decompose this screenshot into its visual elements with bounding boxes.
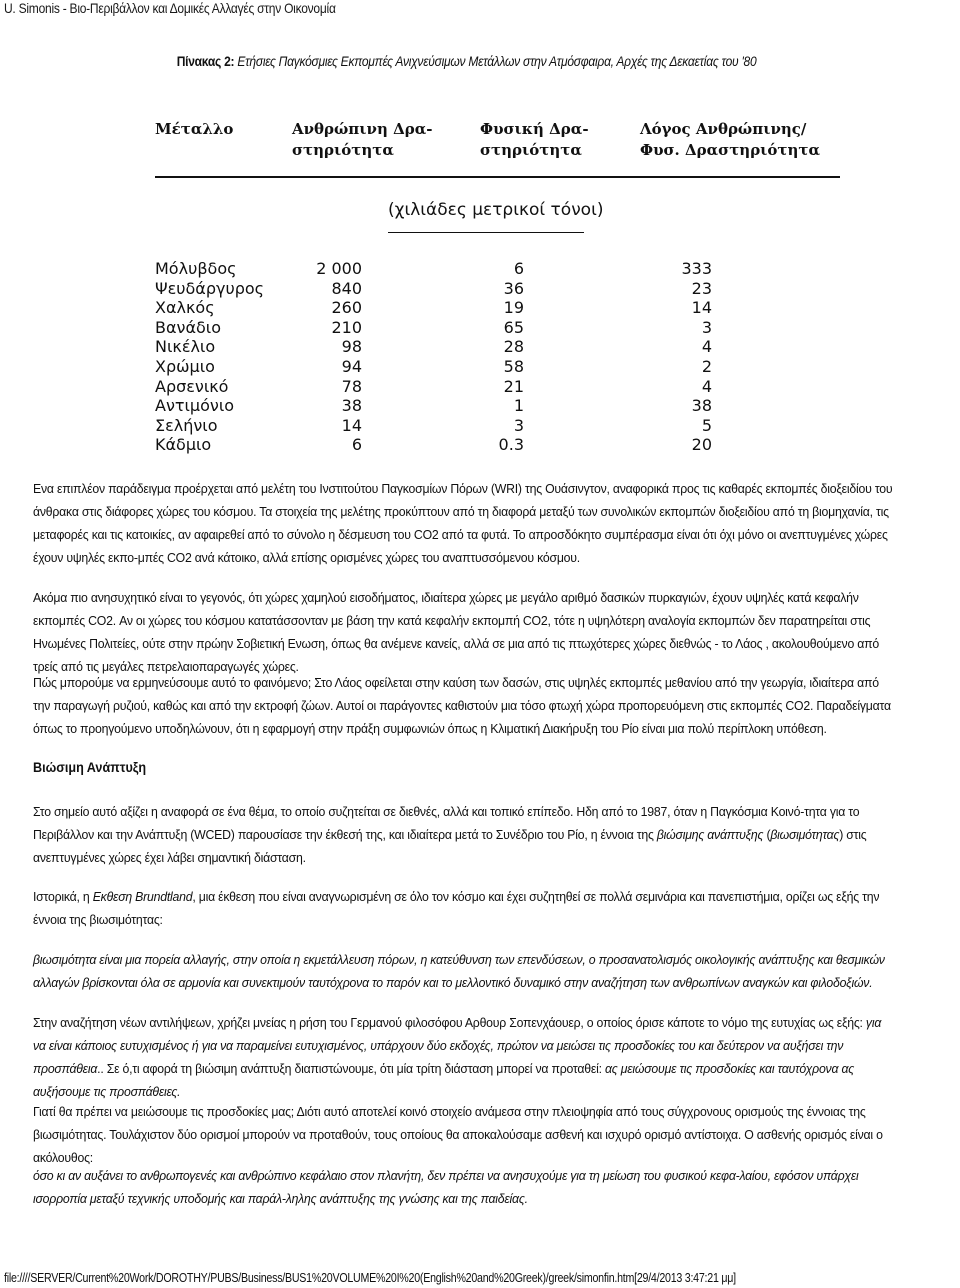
paragraph-schopenhauer: [33, 1011, 893, 1103]
column-header-ratio-line1: Λόγος Ανθρώπινης/: [640, 120, 807, 138]
cell-natural: 0.3: [498, 435, 524, 455]
brundtland-report-title: Εκθεση Brundtland: [92, 889, 193, 904]
cell-human: 2 000: [316, 259, 362, 278]
cell-ratio: 23: [691, 278, 712, 298]
footer-file-url: file:////SERVER/Current%20Work/DOROTHY/PUBS/Business/BUS1%20VOLUME%20I%20(English%20and%20Greek)/greek/simonfin.htm[29/4/2013 3:47:21 μμ]: [4, 1270, 736, 1285]
paragraph-brundtland: [33, 885, 893, 931]
paragraph-sustainability-definition: [33, 948, 893, 994]
cell-metal: Σελήνιο: [155, 415, 218, 435]
cell-ratio: 3: [701, 317, 712, 337]
sustainability-term: βιωσιμότητας: [770, 827, 840, 842]
sustainability-definition-text: βιωσιμότητα είναι μια πορεία αλλαγής, στην οποία η εκμετάλλευση πόρων, η κατεύθυνση των επενδύσεων, ο προσανατολισμός οικολογικής ανάπτυξης και θεσμικών αλλαγών βρίσκονται όλα σε αρμονία και συνεκτιμούν ταυτόχρονα το παρόν και το μελλοντικό δυναμικό στην αναζήτηση των ανθρωπίνων αναγκών και φιλοδοξιών.: [33, 952, 885, 990]
cell-ratio: 38: [691, 396, 712, 416]
paragraph-brundtland-part: Ιστορικά, η: [33, 889, 93, 904]
emissions-table: [150, 115, 850, 460]
header-rule: [155, 176, 840, 178]
cell-metal: Αντιμόνιο: [155, 396, 235, 416]
cell-ratio: 2: [701, 357, 712, 376]
units-label: (χιλιάδες μετρικοί τόνοι): [388, 200, 604, 220]
section-heading-sustainable-development: Βιώσιμη Ανάπτυξη: [33, 759, 147, 775]
cell-human: 78: [341, 376, 362, 396]
cell-ratio: 5: [701, 415, 712, 435]
column-header-human-line2: στηριότητα: [292, 141, 394, 159]
cell-metal: Χρώμιο: [155, 357, 215, 376]
paragraph-schopenhauer-part: Στην αναζήτηση νέων αντιλήψεων, χρήζει μνείας η ρήση του Γερμανού φιλοσόφου Αρθουρ Σοπενχάουερ, ο οποίος όρισε κάποτε το νόμο της ευτυχίας ως εξής:: [33, 1015, 866, 1030]
cell-metal: Μόλυβδος: [155, 259, 237, 278]
schopenhauer-quote: για να είναι κάποιος ευτυχισμένος ή για να παραμείνει ευτυχισμένος, υπάρχουν δύο εκδοχές, πρώτον να μειώσει τις προσδοκίες του και δεύτερον να αυξήσει την προσπάθεια: [33, 1015, 882, 1076]
cell-natural: 19: [503, 298, 524, 318]
column-header-ratio: [640, 119, 820, 161]
paragraph-weak-definition: [33, 1164, 893, 1210]
cell-human: 6: [351, 435, 362, 455]
paragraph-wced-part: ) στις ανεπτυγμένες χώρες έχει λάβει σημαντική διάσταση.: [33, 827, 867, 865]
third-dimension-quote: ας μειώσουμε τις προσδοκίες και ταυτόχρονα ας αυξήσουμε τις προσπάθειες.: [33, 1061, 854, 1099]
paragraph-laos-explanation: Πώς μπορούμε να ερμηνεύσουμε αυτό το φαινόμενο; Στο Λάος οφείλεται στην καύση των δασών, στις υψηλές εκπομπές μεθανίου από την γεωργία, ιδιαίτερα από την παραγωγή ρυζιού, καθώς και από την εκτροφή ζώων. Αυτοί οι παράγοντες καθιστούν μια τόσο φτωχή χώρα προπορευόμενη στις εκπομπές CO2. Παραδείγματα όπως το προηγούμενο υποδηλώνουν, ότι η εφαρμογή στην πράξη συμφωνιών όπως η Κλιματική Διακήρυξη του Ρίο είναι μια πολύ περίπλοκη υπόθεση.: [33, 675, 891, 736]
cell-ratio: 4: [701, 376, 712, 396]
cell-ratio: 333: [681, 259, 712, 278]
paragraph-wri-study: Ενα επιπλέον παράδειγμα προέρχεται από μελέτη του Ινστιτούτου Παγκοσμίων Πόρων (WRI) της Ουάσινγτον, αναφορικά προς τις καθαρές εκπομπές διοξειδίου του άνθρακα στις διάφορες χώρες του κόσμου. Τα στοιχεία της μελέτης προκύπτουν από τη διαφορά μεταξύ των συνολικών εκπομπών διοξειδίου από τη βιομηχανία, τις μεταφορές και τις κατοικίες, αν αφαιρεθεί από το σύνολο η δέσμευση του CO2 από τα φυτά. Το απροσδόκητο συμπέρασμα είναι ότι όχι μόνο οι ανεπτυγμένες χώρες έχουν υψηλές εκπο-μπές CO2 ανά κάτοικο, αλλά επίσης ορισμένες χώρες του αναπτυσσόμενου κόσμου.: [33, 481, 893, 565]
column-header-natural-line2: στηριότητα: [480, 141, 582, 159]
table-caption: [0, 53, 933, 69]
cell-human: 94: [341, 357, 362, 376]
cell-metal: Νικέλιο: [155, 337, 216, 357]
cell-natural: 36: [503, 278, 524, 298]
table-caption-text: Ετήσιες Παγκόσμιες Εκπομπές Ανιχνεύσιμων Μετάλλων στην Ατμόσφαιρα, Αρχές της Δεκαετίας του '80: [234, 53, 757, 69]
cell-metal: Χαλκός: [155, 298, 215, 318]
cell-natural: 28: [503, 337, 524, 357]
cell-human: 14: [341, 415, 362, 435]
column-header-human-line1: Ανθρώπινη Δρα-: [292, 120, 433, 138]
paragraph-wced-part: (: [763, 827, 771, 842]
cell-natural: 21: [503, 376, 524, 396]
cell-metal: Βανάδιο: [155, 317, 221, 337]
paragraph-brundtland-part: , μια έκθεση που είναι αναγνωρισμένη σε όλο τον κόσμο και έχει συζητηθεί σε πολλά σεμινάρια και πανεπιστήμια, ορίζει ως εξής την έννοια της βιωσιμότητας:: [33, 889, 880, 927]
column-header-human: [292, 119, 432, 161]
cell-metal: Αρσενικό: [155, 376, 229, 396]
paragraph-wced-part: Στο σημείο αυτό αξίζει η αναφορά σε ένα θέμα, το οποίο συζητείται σε διεθνές, αλλά και τοπικό επίπεδο. Ηδη από το 1987, όταν η Παγκόσμια Κοινό-τητα για το Περιβάλλον και την Ανάπτυξη (WCED) παρουσίασε την έκθεσή της, και ιδιαίτερα μετά το Συνέδριο του Ρίο, η έννοια της: [33, 804, 860, 842]
cell-human: 98: [341, 337, 362, 357]
column-header-metal-line1: Μέταλλο: [155, 120, 234, 138]
cell-human: 38: [341, 396, 362, 416]
cell-human: 210: [331, 317, 362, 337]
table-caption-label: Πίνακας 2:: [176, 53, 235, 69]
cell-natural: 1: [513, 396, 524, 416]
cell-natural: 58: [503, 357, 524, 376]
cell-ratio: 20: [691, 435, 712, 455]
cell-natural: 6: [513, 259, 524, 278]
cell-human: 260: [331, 298, 362, 318]
paragraph-expectations: Γιατί θα πρέπει να μειώσουμε τις προσδοκίες μας; Διότι αυτό αποτελεί κοινό στοιχείο ανάμεσα στην πλειοψηφία από τους σύγχρονους ορισμούς της έννοιας της βιωσιμότητας. Τουλάχιστον δύο ορισμοί μπορούν να προταθούν, τους οποίους θα αποκαλούσαμε ασθενή και ισχυρό ορισμό αντίστοιχα. Ο ασθενής ορισμός είναι ο ακόλουθος:: [33, 1104, 883, 1165]
cell-human: 840: [331, 278, 362, 298]
units-rule: [388, 232, 584, 233]
paragraph-wced: [33, 800, 893, 869]
paragraph-schopenhauer-part: .. Σε ό,τι αφορά τη βιώσιμη ανάπτυξη διαπιστώνουμε, ότι μία τρίτη διάσταση μπορεί να προταθεί:: [97, 1061, 605, 1076]
sustainable-development-term: βιώσιμης ανάπτυξης: [656, 827, 764, 842]
cell-ratio: 4: [701, 337, 712, 357]
paragraph-low-income-emissions: Ακόμα πιο ανησυχητικό είναι το γεγονός, ότι χώρες χαμηλού εισοδήματος, ιδιαίτερα χώρες με μεγάλο αριθμό δασικών πυρκαγιών, έχουν υψηλές κατά κεφαλήν εκπομπές CO2. Αν οι χώρες του κόσμου κατατάσσονταν με βάση την κατά κεφαλήν εκπομπή CO2, τότε η υψηλότερη αναλογία εκπομπών δεν παρατηρείται στις Ηνωμένες Πολιτείες, ούτε στην πρώην Σοβιετική Ενωση, όπως θα ανέμενε κανείς, αλλά σε μια από τις πτωχότερες χώρες διεθνώς - το Λάος , ακολουθούμενο από τρείς από τις μεγάλες πετρελαιοπαραγωγές χώρες.: [33, 590, 880, 674]
cell-metal: Κάδμιο: [155, 435, 212, 455]
cell-metal: Ψευδάργυρος: [155, 278, 265, 298]
weak-definition-text: όσο κι αν αυξάνει το ανθρωπογενές και ανθρώπινο κεφάλαιο στον πλανήτη, δεν πρέπει να ανησυχούμε για τη μείωση του φυσικού κεφα-λαίου, εφόσον υπάρχει ισορροπία μεταξύ τεχνικής υποδομής και παράλ-ληλης ανάπτυξης της γνώσης και της παιδείας.: [33, 1168, 859, 1206]
column-header-natural-line1: Φυσική Δρα-: [480, 120, 589, 138]
running-header: U. Simonis - Βιο-Περιβάλλον και Δομικές Αλλαγές στην Οικονομία: [4, 0, 336, 16]
column-header-natural: [480, 119, 589, 161]
column-header-ratio-line2: Φυσ. Δραστηριότητα: [640, 141, 821, 159]
cell-natural: 3: [513, 415, 524, 435]
column-header-metal: [155, 119, 233, 140]
cell-natural: 65: [503, 317, 524, 337]
cell-ratio: 14: [691, 298, 712, 318]
